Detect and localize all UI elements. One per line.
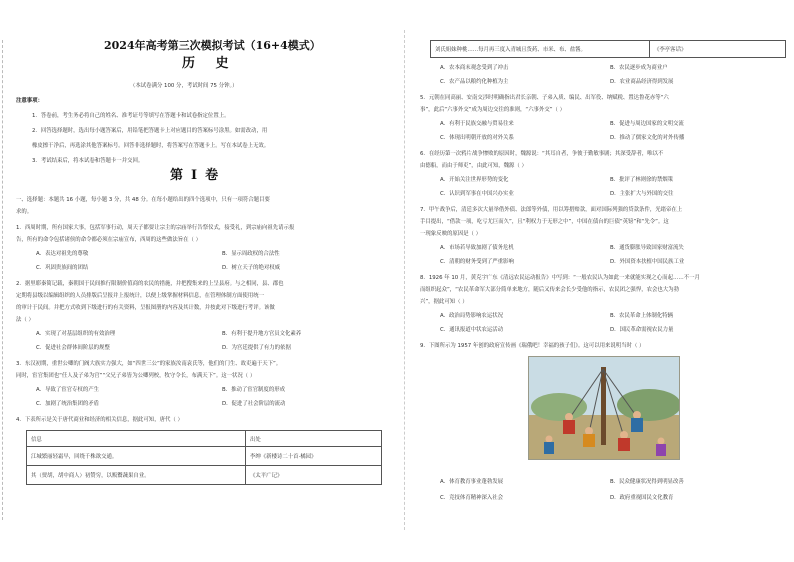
q1-option-d[interactable]: D．树立天子的绝对权威 — [222, 265, 281, 271]
subject-title: 历 史 — [182, 56, 237, 71]
q2-option-a[interactable]: A．实现了对基层组织的有效治理 — [36, 331, 116, 337]
q4-option-d[interactable]: D．农业商品经济得到发展 — [610, 79, 674, 85]
notice-3: 橡皮擦干净后，再选涂其他答案标号。回答非选择题时，将答案写在答题卡上。写在本试卷上无效。 — [32, 143, 270, 149]
section-title: 第Ⅰ卷 — [170, 168, 227, 183]
table-cell: 刘氏姐妹种桃……每月再三度入青城且货药、市米、布、盐酱。 — [431, 41, 650, 58]
q1-stem-2: 告，所有的命令包括诸侯的命令都必须在宗庙宣布，西周的这些做法旨在（ ） — [16, 237, 201, 243]
notice-1: 1．答卷前，考生务必将自己的姓名、准考证号等填写在答题卡和试卷指定位置上。 — [32, 113, 230, 119]
q8-stem-1: 8．1926 年 10 月，黄克宇广东《清远农民运动报告》中写到：“一般农民认为如此一来就能实现之心而起……不一月 — [420, 275, 700, 281]
q5-stem-2: 事”，此后“六事外交”成为周边交往的准则，“六事外交”（ ） — [420, 107, 566, 113]
table-row — [27, 466, 382, 485]
q9-option-c[interactable]: C．竞技体育精神深入社会 — [440, 495, 504, 501]
q6-option-d[interactable]: D．主张扩大与外国的交往 — [610, 191, 674, 197]
q4-table — [26, 430, 382, 485]
q7-option-a[interactable]: A．市场若导致加剧了债务危机 — [440, 245, 514, 251]
section-intro-1: 一、选择题：本题共 16 小题，每小题 3 分，共 48 分。在每小题给出的四个选项中，只有一项符合题目要 — [16, 197, 270, 203]
poster-illustration — [529, 357, 679, 459]
table-cell: 《太平广记》 — [246, 466, 382, 485]
q7-stem-2: 手目提出，“借款一项，吃亏尤巨而久”，且“利权力于无形之中”，中国在债台的巨债“英镑”和“先令”。这 — [420, 219, 669, 225]
q7-stem-3: 一现象反映的原因是（ ） — [420, 231, 482, 237]
propaganda-poster-image — [528, 356, 680, 460]
q8-option-c[interactable]: C．通讯报道中状农运活动 — [440, 327, 504, 333]
q9-option-b[interactable]: B．民众健康状况得到明显改善 — [610, 479, 684, 485]
q9-option-d[interactable]: D．政府重视国民文化教育 — [610, 495, 674, 501]
column-divider — [404, 30, 405, 530]
table-cell: 江城繁丽轻霜早，回绕千株欲交通。 — [27, 447, 246, 466]
q4-option-b[interactable]: B．农民逐步成为商业户 — [610, 65, 668, 71]
q4-option-a[interactable]: A．农本商末观念受到了冲击 — [440, 65, 509, 71]
q2-option-d[interactable]: D．为宫廷提供了有力的依据 — [222, 345, 291, 351]
q2-option-c[interactable]: C．促进社会群体间阶层的规整 — [36, 345, 110, 351]
table-header-cell: 信息 — [27, 431, 246, 447]
q8-option-b[interactable]: B．农民革命上体制化特辆 — [610, 313, 673, 319]
q9-option-a[interactable]: A．体育教育事业蓬勃发展 — [440, 479, 503, 485]
q5-option-d[interactable]: D．推动了儒家文化的对外传播 — [610, 135, 685, 141]
table-row — [431, 41, 786, 58]
q2-stem-2: 定期将县级以编辑组织的人员排版后呈报并上报统计，以便上级掌握材料信息，在管理体制方面使用统一 — [16, 293, 264, 299]
q7-option-b[interactable]: B．通货膨胀导致国家财富流失 — [610, 245, 684, 251]
q1-option-b[interactable]: B．显示周政权的合法性 — [222, 251, 280, 257]
q7-option-c[interactable]: C．清朝的财务受到了严重影响 — [440, 259, 514, 265]
q2-stem-4: 法（ ） — [16, 317, 34, 323]
q8-option-a[interactable]: A．政治局势影响农运状况 — [440, 313, 503, 319]
exam-title: 2024年高考第三次模拟考试（16+4模式） — [104, 39, 321, 52]
q6-option-a[interactable]: A．开始关注世界形势的变化 — [440, 177, 509, 183]
q3-option-a[interactable]: A．导致了宦官专权的产生 — [36, 387, 99, 393]
q4-stem: 4．下表所示是关于唐代商业和经济的相关信息，据此可知，唐代（ ） — [16, 417, 183, 423]
q4-table-continued — [430, 40, 786, 58]
q2-option-b[interactable]: B．有利于提升地方官员文化素养 — [222, 331, 302, 337]
q8-option-d[interactable]: D．国民革命需视农民力量 — [610, 327, 674, 333]
q5-option-c[interactable]: C．体现出明朝开放的对外关系 — [440, 135, 514, 141]
binding-line — [2, 40, 11, 520]
table-cell: 李绅《新楼诗二十首·橘园》 — [246, 447, 382, 466]
q5-option-b[interactable]: B．促进与周边国家的文明交流 — [610, 121, 684, 127]
notice-title: 注意事项： — [16, 98, 43, 104]
q6-option-c[interactable]: C．认识到军事在中国兴办实业 — [440, 191, 514, 197]
q8-stem-3: 兴”，据此可知（ ） — [420, 299, 468, 305]
q1-option-c[interactable]: C．巩固贵族间的团结 — [36, 265, 89, 271]
q9-stem: 9．下图所示为 1957 年创的政府宣传画《瑞俄吧！幸福的孩子们》。这可以用来说明当时（ ） — [420, 343, 645, 349]
score-note: （本试卷满分 100 分，考试时间 75 分钟。） — [130, 83, 238, 89]
q5-option-a[interactable]: A．有利于民族交融与贸易往来 — [440, 121, 514, 127]
q2-stem-1: 2．据里耶秦简记载，秦朝国于民间推行限制价值商的农民的措施，并把搜集来的上呈县府。与之相同，县、郡也 — [16, 281, 284, 287]
table-cell: 《李亭客话》 — [650, 41, 786, 58]
q3-option-b[interactable]: B．推动了宦官制度的形成 — [222, 387, 285, 393]
q6-option-b[interactable]: B．批评了林则徐的禁烟策 — [610, 177, 673, 183]
table-header-row — [27, 431, 382, 447]
q3-stem-2: 同时，宦官集团也“任人及子弟为官”“父兄子弟皆为公卿列校，牧守令长，布满天下”。这一状况（ ） — [16, 373, 256, 379]
q7-stem-1: 7．甲午战争后，清廷多次大量举借外债、法郎等外债，用以筹措赔款，面对国际列强的贷款条件，光绪帝在上 — [420, 207, 683, 213]
q4-option-c[interactable]: C．农产品以粮约化种植为主 — [440, 79, 509, 85]
table-cell: 其（贾胡，胡中商人）初赞穷，以贩鬻蔬果自业。 — [27, 466, 246, 485]
q3-option-d[interactable]: D．促进了社会阶层的流动 — [222, 401, 286, 407]
q7-option-d[interactable]: D．外国资本扶植中国民族工业 — [610, 259, 685, 265]
table-header-cell: 出处 — [246, 431, 382, 447]
notice-2: 2．回答选择题时，选出每小题答案后，用铅笔把答题卡上对应题目的答案标号涂黑。如需改动，用 — [32, 128, 268, 134]
q8-stem-2: 而组织起众”，“农民革命军大部分简单来地方，随后又传来会长少受他的指示，农民团之强悍，农会也大为勃 — [420, 287, 679, 293]
section-intro-2: 求的。 — [16, 209, 33, 215]
q5-stem-1: 5．元朝在同高丽、安南交涉时明确指出君长亲朝、子弟入质、编民、出军役、纳赋税、置达鲁花赤等“六 — [420, 95, 669, 101]
q1-option-a[interactable]: A．表达对祖先的尊敬 — [36, 251, 89, 257]
q6-stem-2: 由德船，而由于师吏”，由此可知，魏源（ ） — [420, 163, 527, 169]
q3-option-c[interactable]: C．加剧了统治集团的矛盾 — [36, 401, 100, 407]
q1-stem-1: 1．西周时期，所有国家大事，包括军事行动，周天子都要让宗主的宗庙举行告祭仪式，接受礼，到宗庙向祖先请示报 — [16, 225, 295, 231]
notice-4: 3．考试结束后，将本试卷和答题卡一并交回。 — [32, 158, 144, 164]
table-row — [27, 447, 382, 466]
q2-stem-3: 的审计于民间。并把方式收到下级进行的有关资料，呈报图册的内容及其计数，并按此对下级进行考评。该做 — [16, 305, 275, 311]
q3-stem-1: 3．东汉初期，重世公卿的门阀大族实力强大，如“四世三公”的家族汝南袁氏等，他们的门生、故吏遍于天下”。 — [16, 361, 282, 367]
q6-stem-1: 6．在经历第一次鸦片战争惨败的原因时，魏源说：“其耳自者，争彼于勤敏事剧；其深受辞者，唯以不 — [420, 151, 664, 157]
